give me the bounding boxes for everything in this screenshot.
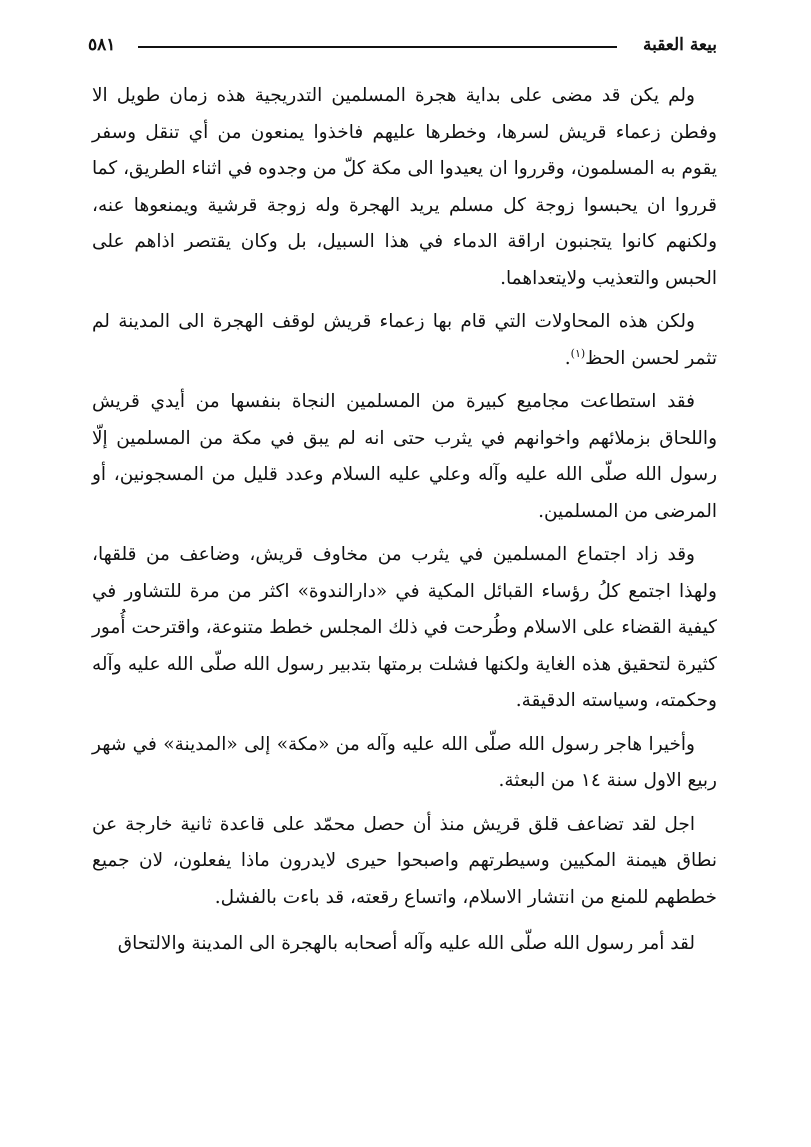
page-number: ٥٨١ [88,35,116,55]
body-text [92,78,717,970]
paragraph [92,926,717,963]
paragraph-text: وقد زاد اجتماع المسلمين في يثرب من مخاوف قريش، وضاعف من قلقها، ولهذا اجتمع كلُ رؤساء القبائل المكية في «دارالندوة» اكثر من مرة للتشاور في كيفية القضاء على الاسلام وطُرحت في ذلك المجلس خطط متنوعة، واقترحت أُمور كثيرة لتحقيق هذه الغاية ولكنها فشلت برمتها بتدبير رسول الله صلّى الله عليه وآله وحكمته، وسياسته الدقيقة. [92,544,717,711]
paragraph-text: ولم يكن قد مضى على بداية هجرة المسلمين التدريجية هذه زمان طويل الا وفطن زعماء قريش لسرها، وخطرها عليهم فاخذوا يمنعون من أي تنقل وسفر يقوم به المسلمون، وقرروا ان يعيدوا الى مكة كلّ من وجدوه في اثناء الطريق، كما قرروا ان يحبسوا زوجة كل مسلم يريد الهجرة وله زوجة قرشية ويمنعوها عنه، ولكنهم كانوا يتجنبون اراقة الدماء في هذا السبيل، بل وكان يقتصر اذاهم على الحبس والتعذيب ولايتعداهما. [92,85,717,289]
paragraph [92,727,717,800]
paragraph-text: اجل لقد تضاعف قلق قريش منذ أن حصل محمّد على قاعدة ثانية خارجة عن نطاق هيمنة المكيين وسيطرتهم واصبحوا حيرى لايدرون ماذا يفعلون، لان جميع خططهم للمنع من انتشار الاسلام، واتساع رقعته، قد باءت بالفشل. [92,813,717,908]
paragraph-text: لقد أمر رسول الله صلّى الله عليه وآله أصحابه بالهجرة الى المدينة والالتحاق [117,933,695,954]
paragraph [92,807,717,917]
header-rule [138,46,617,48]
paragraph-text: ولكن هذه المحاولات التي قام بها زعماء قريش لوقف الهجرة الى المدينة لم تثمر لحسن الحظ [92,311,717,369]
paragraph [92,78,717,297]
paragraph [92,537,717,720]
footnote-marker[interactable]: (١) [570,346,586,360]
paragraph [92,384,717,530]
paragraph-text: وأخيرا هاجر رسول الله صلّى الله عليه وآله من «مكة» إلى «المدينة» في شهر ربيع الاول سنة ١٤ من البعثة. [92,733,717,791]
paragraph-text-end: . [564,347,571,369]
running-header [88,32,717,58]
paragraph-text: فقد استطاعت مجاميع كبيرة من المسلمين النجاة بنفسها من أيدي قريش واللحاق بزملائهم واخوانهم في يثرب حتى انه لم يبق في مكة من المسلمين إلّا رسول الله صلّى الله عليه وآله وعلي عليه السلام وعدد قليل من المسجونين، أو المرضى من المسلمين. [92,391,717,522]
chapter-title: بيعة العقبة [642,35,717,55]
paragraph [92,304,717,377]
